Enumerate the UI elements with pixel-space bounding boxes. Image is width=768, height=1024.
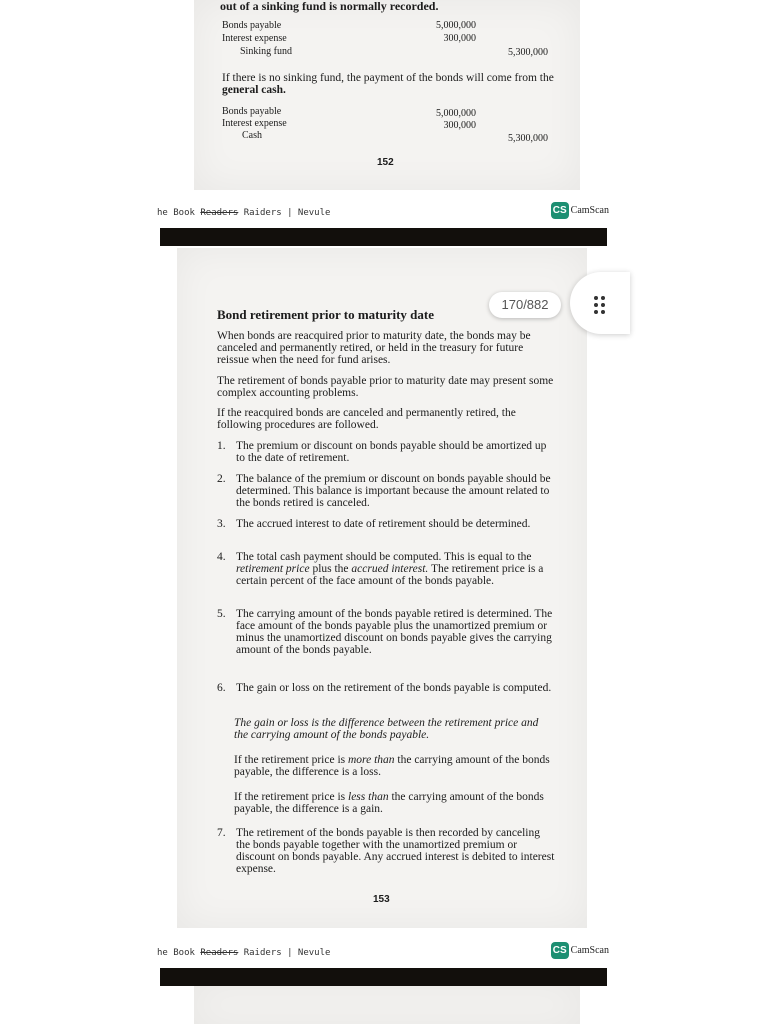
list-item: 6. The gain or loss on the retirement of the bonds payable is computed. [217, 682, 552, 694]
gain-loss-definition: The gain or loss is the difference between the retirement price and the carrying amount of the bonds payable. [234, 717, 539, 741]
list-item: 2. The balance of the premium or discount on bonds payable should be determined. This balance is important because the amount related to the bonds retired is canceled. [217, 473, 551, 509]
camscanner-logo: CS CamScan [551, 942, 609, 959]
paragraph-reacquired: When bonds are reacquired prior to maturity date, the bonds may be canceled and permanently retired, or held in the treasury for future reissue when the need for fund arises. [217, 330, 531, 366]
entry1-account: Bonds payable [222, 20, 282, 31]
previous-page-heading: out of a sinking fund is normally recorded. [220, 0, 439, 13]
grid-view-button[interactable] [570, 272, 630, 334]
gain-condition: If the retirement price is less than the carrying amount of the bonds payable, the difference is a gain. [234, 791, 544, 815]
page-number-152: 152 [377, 157, 394, 168]
entry1-credit: 5,300,000 [508, 47, 548, 58]
scan-footer [157, 202, 609, 222]
entry1-debit: 300,000 [443, 33, 476, 44]
next-page-scan [194, 986, 580, 1024]
list-item: 5. The carrying amount of the bonds payable retired is determined. The face amount of the bonds payable plus the unamortized premium or minus the unamortized discount on bonds payable gives the carrying amount of the bonds payable. [217, 608, 553, 656]
page-number-153: 153 [373, 894, 390, 905]
entry1-account: Sinking fund [240, 46, 292, 57]
scan-credit: he Book Readers Raiders | Nevule [157, 948, 331, 958]
entry2-debit: 5,000,000 [436, 108, 476, 119]
list-item: 3. The accrued interest to date of retirement should be determined. [217, 518, 531, 530]
camscanner-logo: CS CamScan [551, 202, 609, 219]
scan-credit: he Book Readers Raiders | Nevule [157, 208, 331, 218]
camscanner-icon: CS [551, 942, 569, 959]
entry2-account: Cash [242, 130, 262, 141]
loss-condition: If the retirement price is more than the carrying amount of the bonds payable, the difference is a loss. [234, 754, 550, 778]
paragraph-procedures: If the reacquired bonds are canceled and permanently retired, the following procedures are followed. [217, 407, 516, 431]
scan-footer [157, 942, 609, 962]
page-counter: 170/882 [489, 292, 561, 318]
list-item: 4. The total cash payment should be computed. This is equal to the retirement price plus the accrued interest. The retirement price is a certain percent of the face amount of the bonds payable. [217, 551, 544, 587]
entry1-account: Interest expense [222, 33, 287, 44]
entry2-account: Bonds payable [222, 106, 282, 117]
entry1-debit: 5,000,000 [436, 20, 476, 31]
no-sinking-fund-note: If there is no sinking fund, the payment of the bonds will come from the general cash. [222, 72, 554, 96]
paragraph-complex: The retirement of bonds payable prior to maturity date may present some complex accounting problems. [217, 375, 554, 399]
page-separator-bar [160, 968, 607, 986]
entry2-credit: 5,300,000 [508, 133, 548, 144]
list-item: 7. The retirement of the bonds payable is then recorded by canceling the bonds payable together with the unamortized premium or discount on bonds payable. Any accrued interest is debited to interest expense. [217, 827, 555, 875]
camscanner-icon: CS [551, 202, 569, 219]
entry2-account: Interest expense [222, 118, 287, 129]
page-separator-bar [160, 228, 607, 246]
entry2-debit: 300,000 [443, 120, 476, 131]
section-title: Bond retirement prior to maturity date [217, 307, 434, 322]
list-item: 1. The premium or discount on bonds payable should be amortized up to the date of retirement. [217, 440, 547, 464]
